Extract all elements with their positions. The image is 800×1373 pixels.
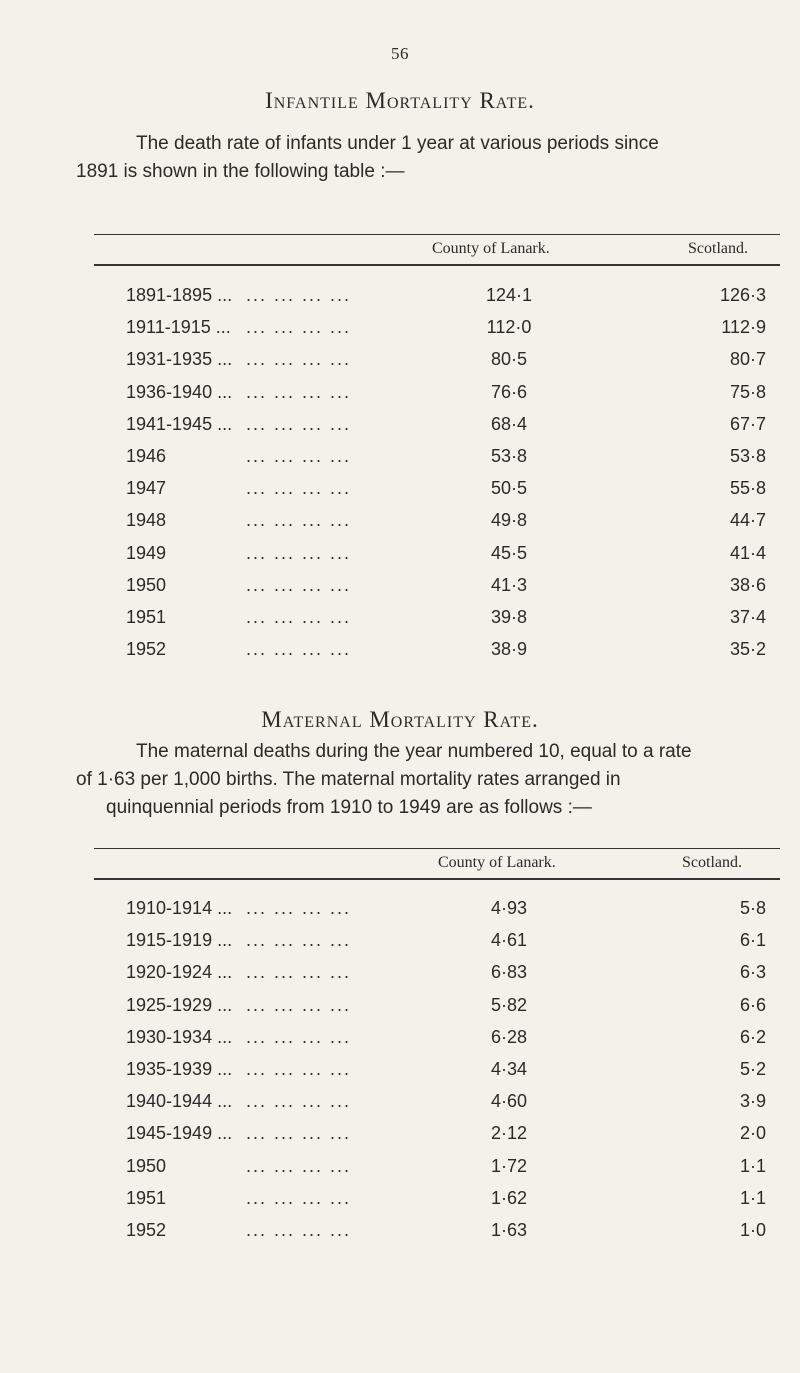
- row-leader: ... ... ... ...: [246, 542, 352, 563]
- table-row: [126, 1027, 766, 1057]
- row-lanark-value: 1·72: [490, 1155, 528, 1176]
- row-lanark-value: 39·8: [490, 607, 528, 627]
- row-leader: ... ... ... ...: [246, 413, 352, 434]
- row-scotland-value: 41·4: [729, 542, 766, 563]
- row-lanark-value: 68·4: [490, 413, 528, 434]
- row-period: 1948: [126, 510, 167, 531]
- row-leader: ... ... ... ...: [246, 285, 352, 305]
- maternal-paragraph-line3: quinquennial periods from 1910 to 1949 are as follows :—: [106, 797, 592, 818]
- table-row: [126, 1156, 766, 1186]
- row-leader: ... ... ... ...: [246, 962, 352, 983]
- row-period: 1950: [126, 574, 167, 595]
- maternal-paragraph: [76, 738, 782, 822]
- column-header-lanark: County of Lanark.: [438, 854, 556, 871]
- row-period: 1915-1919 ...: [126, 930, 233, 951]
- row-scotland-value: 55·8: [729, 478, 766, 499]
- table-row: [126, 1091, 766, 1121]
- row-leader: ... ... ... ...: [246, 1059, 352, 1079]
- row-leader: ... ... ... ...: [246, 1026, 352, 1047]
- infantile-heading: Infantile Mortality Rate.: [265, 88, 535, 113]
- row-period: 1950: [126, 1155, 167, 1176]
- table-top-rule: [94, 848, 780, 849]
- row-scotland-value: 3·9: [739, 1091, 766, 1112]
- row-scotland-value: 38·6: [729, 574, 766, 595]
- row-period: 1940-1944 ...: [126, 1091, 233, 1112]
- row-leader: ... ... ... ...: [246, 1220, 352, 1240]
- row-scotland-value: 6·6: [739, 994, 766, 1015]
- column-header-scotland: Scotland.: [688, 240, 748, 257]
- row-lanark-value: 53·8: [490, 446, 528, 466]
- table-row: [126, 510, 766, 540]
- row-lanark-value: 1·62: [490, 1187, 528, 1208]
- table-row: [126, 414, 766, 444]
- table-row: [126, 1220, 766, 1250]
- row-lanark-value: 5·82: [490, 994, 528, 1015]
- row-lanark-value: 76·6: [490, 381, 528, 402]
- table-row: [126, 995, 766, 1025]
- row-scotland-value: 112·9: [721, 317, 766, 338]
- column-header-scotland: Scotland.: [682, 854, 742, 871]
- row-scotland-value: 44·7: [729, 510, 766, 531]
- row-lanark-value: 80·5: [490, 349, 528, 370]
- row-period: 1941-1945 ...: [126, 413, 233, 434]
- row-leader: ... ... ... ...: [246, 1187, 352, 1208]
- row-scotland-value: 5·8: [739, 898, 766, 918]
- infantile-paragraph: [76, 130, 782, 186]
- row-leader: ... ... ... ...: [246, 930, 352, 951]
- row-leader: ... ... ... ...: [246, 574, 352, 595]
- table-row: [126, 446, 766, 476]
- row-period: 1951: [126, 607, 167, 627]
- row-lanark-value: 6·83: [490, 962, 528, 983]
- row-scotland-value: 67·7: [729, 413, 766, 434]
- table-top-rule: [94, 234, 780, 235]
- row-period: 1952: [126, 639, 167, 660]
- row-leader: ... ... ... ...: [246, 478, 352, 499]
- row-lanark-value: 124·1: [485, 285, 533, 305]
- table-row: [126, 349, 766, 379]
- row-lanark-value: 50·5: [490, 478, 528, 499]
- row-lanark-value: 4·93: [490, 898, 528, 918]
- infantile-paragraph-line1: The death rate of infants under 1 year at various periods since: [136, 133, 659, 154]
- row-scotland-value: 6·3: [739, 962, 766, 983]
- row-scotland-value: 35·2: [729, 639, 766, 660]
- row-leader: ... ... ... ...: [246, 446, 352, 466]
- row-lanark-value: 4·61: [490, 930, 528, 951]
- table-row: [126, 543, 766, 573]
- table-header-rule: [94, 878, 780, 880]
- row-leader: ... ... ... ...: [246, 994, 352, 1015]
- page-number: 56: [391, 44, 409, 63]
- row-lanark-value: 45·5: [490, 542, 528, 563]
- row-leader: ... ... ... ...: [246, 1155, 352, 1176]
- row-lanark-value: 38·9: [490, 639, 528, 660]
- row-period: 1935-1939 ...: [126, 1059, 233, 1079]
- row-lanark-value: 6·28: [490, 1026, 528, 1047]
- row-period: 1925-1929 ...: [126, 994, 233, 1015]
- row-period: 1936-1940 ...: [126, 381, 233, 402]
- table-row: [126, 1059, 766, 1089]
- row-leader: ... ... ... ...: [246, 510, 352, 531]
- maternal-paragraph-line1: The maternal deaths during the year numbered 10, equal to a rate: [136, 741, 692, 762]
- row-period: 1946: [126, 446, 167, 466]
- row-period: 1947: [126, 478, 167, 499]
- table-row: [126, 930, 766, 960]
- row-period: 1945-1949 ...: [126, 1123, 233, 1144]
- row-leader: ... ... ... ...: [246, 607, 352, 627]
- row-leader: ... ... ... ...: [246, 349, 352, 370]
- table-row: [126, 898, 766, 928]
- row-leader: ... ... ... ...: [246, 1091, 352, 1112]
- row-scotland-value: 75·8: [729, 381, 766, 402]
- table-row: [126, 285, 766, 315]
- table-row: [126, 382, 766, 412]
- row-period: 1930-1934 ...: [126, 1026, 233, 1047]
- row-scotland-value: 1·1: [739, 1155, 766, 1176]
- row-lanark-value: 2·12: [490, 1123, 528, 1144]
- row-scotland-value: 37·4: [729, 607, 766, 627]
- table-row: [126, 1188, 766, 1218]
- table-row: [126, 317, 766, 347]
- row-lanark-value: 1·63: [490, 1220, 528, 1240]
- table-row: [126, 1123, 766, 1153]
- row-scotland-value: 126·3: [719, 285, 766, 305]
- row-lanark-value: 41·3: [490, 574, 528, 595]
- row-scotland-value: 80·7: [729, 349, 766, 370]
- row-leader: ... ... ... ...: [246, 898, 352, 918]
- row-period: 1910-1914 ...: [126, 898, 233, 918]
- maternal-heading: Maternal Mortality Rate.: [261, 707, 539, 732]
- table-row: [126, 962, 766, 992]
- row-lanark-value: 112·0: [486, 317, 532, 338]
- row-scotland-value: 6·2: [739, 1026, 766, 1047]
- row-period: 1891-1895 ...: [126, 285, 233, 305]
- row-period: 1949: [126, 542, 167, 563]
- row-leader: ... ... ... ...: [246, 381, 352, 402]
- row-leader: ... ... ... ...: [246, 639, 352, 660]
- row-period: 1951: [126, 1187, 167, 1208]
- row-scotland-value: 53·8: [729, 446, 766, 466]
- table-row: [126, 639, 766, 669]
- row-leader: ... ... ... ...: [246, 317, 352, 338]
- row-scotland-value: 6·1: [739, 930, 766, 951]
- infantile-paragraph-line2: 1891 is shown in the following table :—: [76, 161, 405, 182]
- row-period: 1911-1915 ...: [126, 317, 231, 338]
- row-scotland-value: 2·0: [739, 1123, 766, 1144]
- table-row: [126, 575, 766, 605]
- row-period: 1931-1935 ...: [126, 349, 233, 370]
- column-header-lanark: County of Lanark.: [432, 240, 550, 257]
- row-lanark-value: 4·60: [490, 1091, 528, 1112]
- table-row: [126, 607, 766, 637]
- table-row: [126, 478, 766, 508]
- row-leader: ... ... ... ...: [246, 1123, 352, 1144]
- row-scotland-value: 5·2: [739, 1059, 766, 1079]
- row-scotland-value: 1·1: [739, 1187, 766, 1208]
- row-period: 1920-1924 ...: [126, 962, 233, 983]
- row-lanark-value: 49·8: [490, 510, 528, 531]
- row-period: 1952: [126, 1220, 167, 1240]
- maternal-paragraph-line2: of 1·63 per 1,000 births. The maternal mortality rates arranged in: [76, 769, 621, 790]
- row-lanark-value: 4·34: [490, 1059, 528, 1079]
- row-scotland-value: 1·0: [739, 1220, 766, 1240]
- table-header-rule: [94, 264, 780, 266]
